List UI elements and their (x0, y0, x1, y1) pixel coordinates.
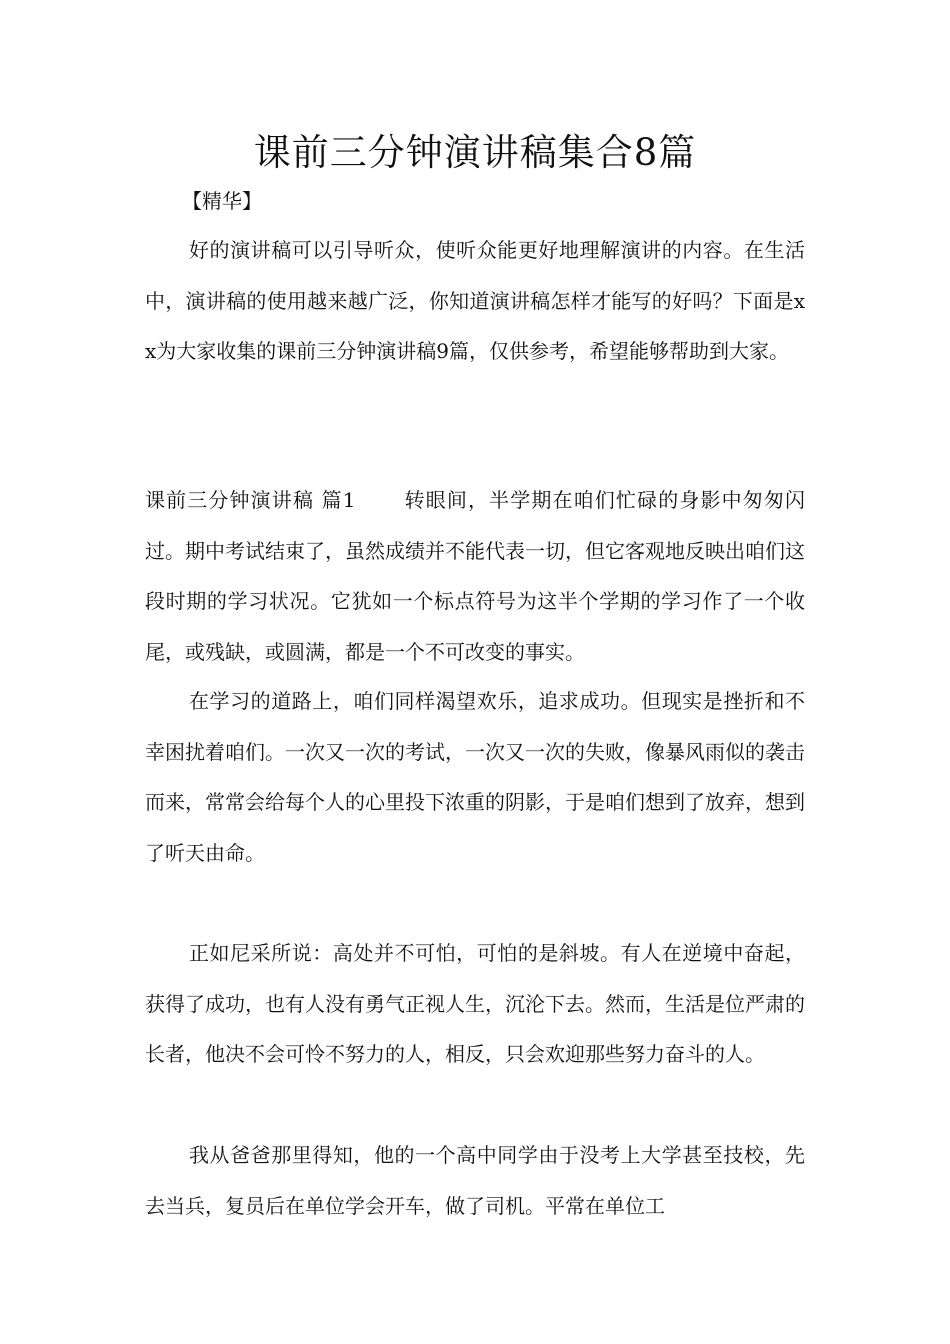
section-1-paragraph-4: 我从爸爸那里得知，他的一个高中同学由于没考上大学甚至技校，先去当兵，复员后在单位学会开车，做了司机。平常在单位工 (145, 1143, 805, 1218)
section-1-first-paragraph (145, 475, 805, 677)
section-1-heading: 课前三分钟演讲稿 篇1 (145, 488, 356, 512)
intro-paragraph: 好的演讲稿可以引导听众，使听众能更好地理解演讲的内容。在生活中，演讲稿的使用越来越广泛，你知道演讲稿怎样才能写的好吗？下面是xx为大家收集的课前三分钟演讲稿9篇，仅供参考，希望能够帮助到大家。 (145, 238, 805, 363)
quality-tag: 【精华】 (182, 189, 262, 213)
section-1-paragraph-3: 正如尼采所说：高处并不可怕，可怕的是斜坡。有人在逆境中奋起，获得了成功，也有人没有勇气正视人生，沉沦下去。然而，生活是位严肃的长者，他决不会可怜不努力的人，相反，只会欢迎那些努力奋斗的人。 (145, 941, 805, 1066)
section-1-first-paragraph-text: 转眼间，半学期在咱们忙碌的身影中匆匆闪过。期中考试结束了，虽然成绩并不能代表一切，但它客观地反映出咱们这段时期的学习状况。它犹如一个标点符号为这半个学期的学习作了一个收尾，或残缺，或圆满，都是一个不可改变的事实。 (145, 488, 805, 664)
document-title: 课前三分钟演讲稿集合8篇 (253, 131, 697, 174)
section-1-paragraph-2: 在学习的道路上，咱们同样渴望欢乐，追求成功。但现实是挫折和不幸困扰着咱们。一次又一次的考试，一次又一次的失败，像暴风雨似的袭击而来，常常会给每个人的心里投下浓重的阴影，于是咱们想到了放弃，想到了听天由命。 (145, 689, 805, 865)
